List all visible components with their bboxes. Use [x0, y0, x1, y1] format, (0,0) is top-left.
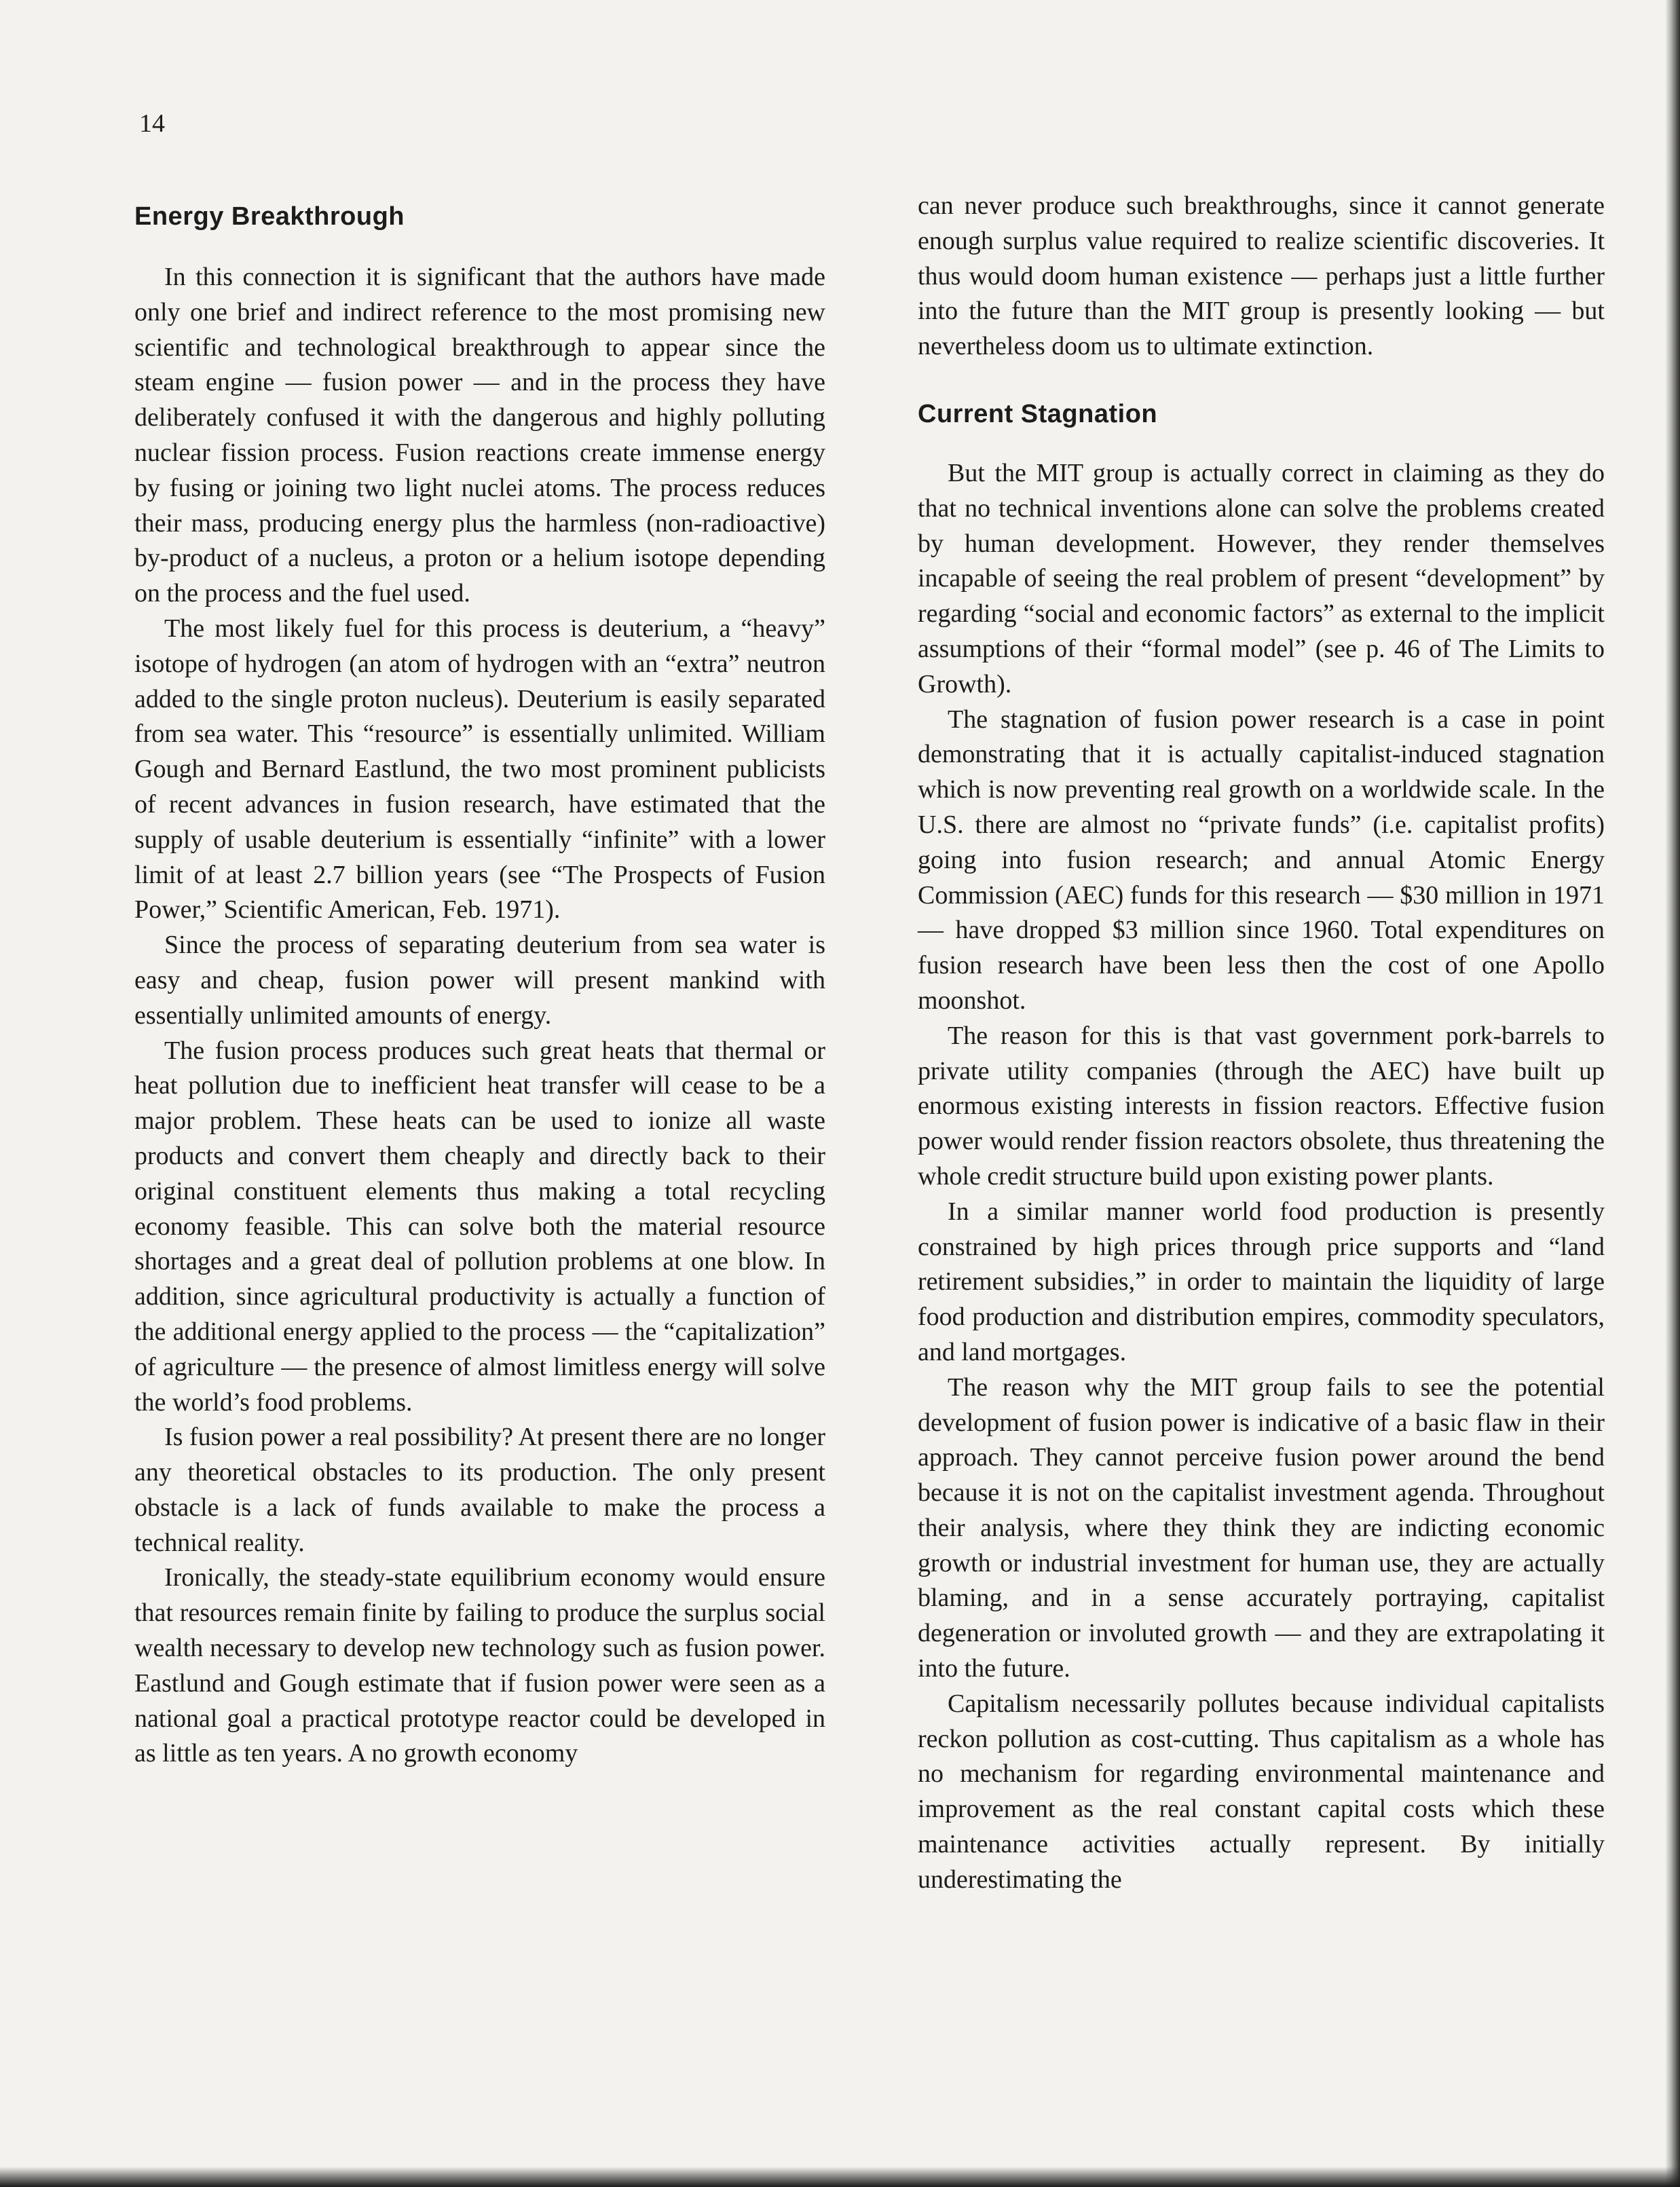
paragraph: Ironically, the steady-state equilibrium economy would ensure that resources remain finite by failing to produce the surplus social wealth necessary to develop new technology such as fusion power. Eastlund and Gough estimate that if fusion power were seen as a national goal a practical prototype reactor could be developed in as little as ten years. A no growth economy: [134, 1563, 825, 1768]
right-column: [918, 189, 1605, 1898]
paragraph-continuation: can never produce such breakthroughs, since it cannot generate enough surplus value required to realize scientific discoveries. It thus would doom human existence — perhaps just a little further into the future than the MIT group is presently looking — but nevertheless doom us to ultimate extinction.: [918, 191, 1605, 361]
section-heading-energy-breakthrough: Energy Breakthrough: [134, 202, 405, 231]
page-edge-shadow-right: [1665, 0, 1680, 2187]
page-edge-shadow-bottom: [0, 2167, 1680, 2187]
paragraph: Since the process of separating deuterium from sea water is easy and cheap, fusion power will present mankind with essentially unlimited amounts of energy.: [134, 931, 825, 1030]
paragraph: The reason why the MIT group fails to see the potential development of fusion power is indicative of a basic flaw in their approach. They cannot perceive fusion power around the bend because it is not on the capitalist investment agenda. Throughout their analysis, where they think they are indicting economic growth or industrial investment for human use, they are actually blaming, and in a sense accurately portraying, capitalist degeneration or involuted growth — and they are extrapolating it into the future.: [918, 1372, 1605, 1683]
paragraph: Is fusion power a real possibility? At present there are no longer any theoretical obstacles to its production. The only present obstacle is a lack of funds available to make the process a technical reality.: [134, 1423, 825, 1557]
section-heading-current-stagnation: Current Stagnation: [918, 399, 1158, 428]
paragraph: Capitalism necessarily pollutes because individual capitalists reckon pollution as cost-cutting. Thus capitalism as a whole has no mechanism for regarding environmental maintenance and improvement as the real constant capital costs which these maintenance activities actually represent. By initially underestimating the: [918, 1689, 1605, 1894]
left-column: [134, 189, 825, 1772]
paragraph: The stagnation of fusion power research is a case in point demonstrating that it is actually capitalist-induced stagnation which is now preventing real growth on a worldwide scale. In the U.S. there are almost no “private funds” (i.e. capitalist profits) going into fusion research; and annual Atomic Energy Commission (AEC) funds for this research — $30 million in 1971 — have dropped $3 million since 1960. Total expenditures on fusion research have been less then the cost of one Apollo moonshot.: [918, 705, 1605, 1015]
page-number: 14: [139, 109, 165, 138]
paragraph: The reason for this is that vast government pork-barrels to private utility companies (through the AEC) have built up enormous existing interests in fission reactors. Effective fusion power would render fission reactors obsolete, thus threatening the whole credit structure build upon existing power plants.: [918, 1021, 1605, 1191]
paragraph: But the MIT group is actually correct in claiming as they do that no technical inventions alone can solve the problems created by human development. However, they render themselves incapable of seeing the real problem of present “development” by regarding “social and economic factors” as external to the implicit assumptions of their “formal model” (see p. 46 of The Limits to Growth).: [918, 458, 1605, 698]
paragraph: The most likely fuel for this process is deuterium, a “heavy” isotope of hydrogen (an atom of hydrogen with an “extra” neutron added to the single proton nucleus). Deuterium is easily separated from sea water. This “resource” is essentially unlimited. William Gough and Bernard Eastlund, the two most prominent publicists of recent advances in fusion research, have estimated that the supply of usable deuterium is essentially “infinite” with a lower limit of at least 2.7 billion years (see “The Prospects of Fusion Power,” Scientific American, Feb. 1971).: [134, 614, 825, 924]
paragraph: The fusion process produces such great heats that thermal or heat pollution due to inefficient heat transfer will cease to be a major problem. These heats can be used to ionize all waste products and convert them cheaply and directly back to their original constituent elements thus making a total recycling economy feasible. This can solve both the material resource shortages and a great deal of pollution problems at one blow. In addition, since agricultural productivity is actually a function of the additional energy applied to the process — the “capitalization” of agriculture — the presence of almost limitless energy will solve the world’s food problems.: [134, 1036, 825, 1417]
paragraph: In a similar manner world food production is presently constrained by high prices through price supports and “land retirement subsidies,” in order to maintain the liquidity of large food production and distribution empires, commodity speculators, and land mortgages.: [918, 1197, 1605, 1366]
paragraph: In this connection it is significant that the authors have made only one brief and indirect reference to the most promising new scientific and technological breakthrough to appear since the steam engine — fusion power — and in the process they have deliberately confused it with the dangerous and highly polluting nuclear fission process. Fusion reactions create immense energy by fusing or joining two light nuclei atoms. The process reduces their mass, producing energy plus the harmless (non-radioactive) by-product of a nucleus, a proton or a helium isotope depending on the process and the fuel used.: [134, 263, 825, 608]
